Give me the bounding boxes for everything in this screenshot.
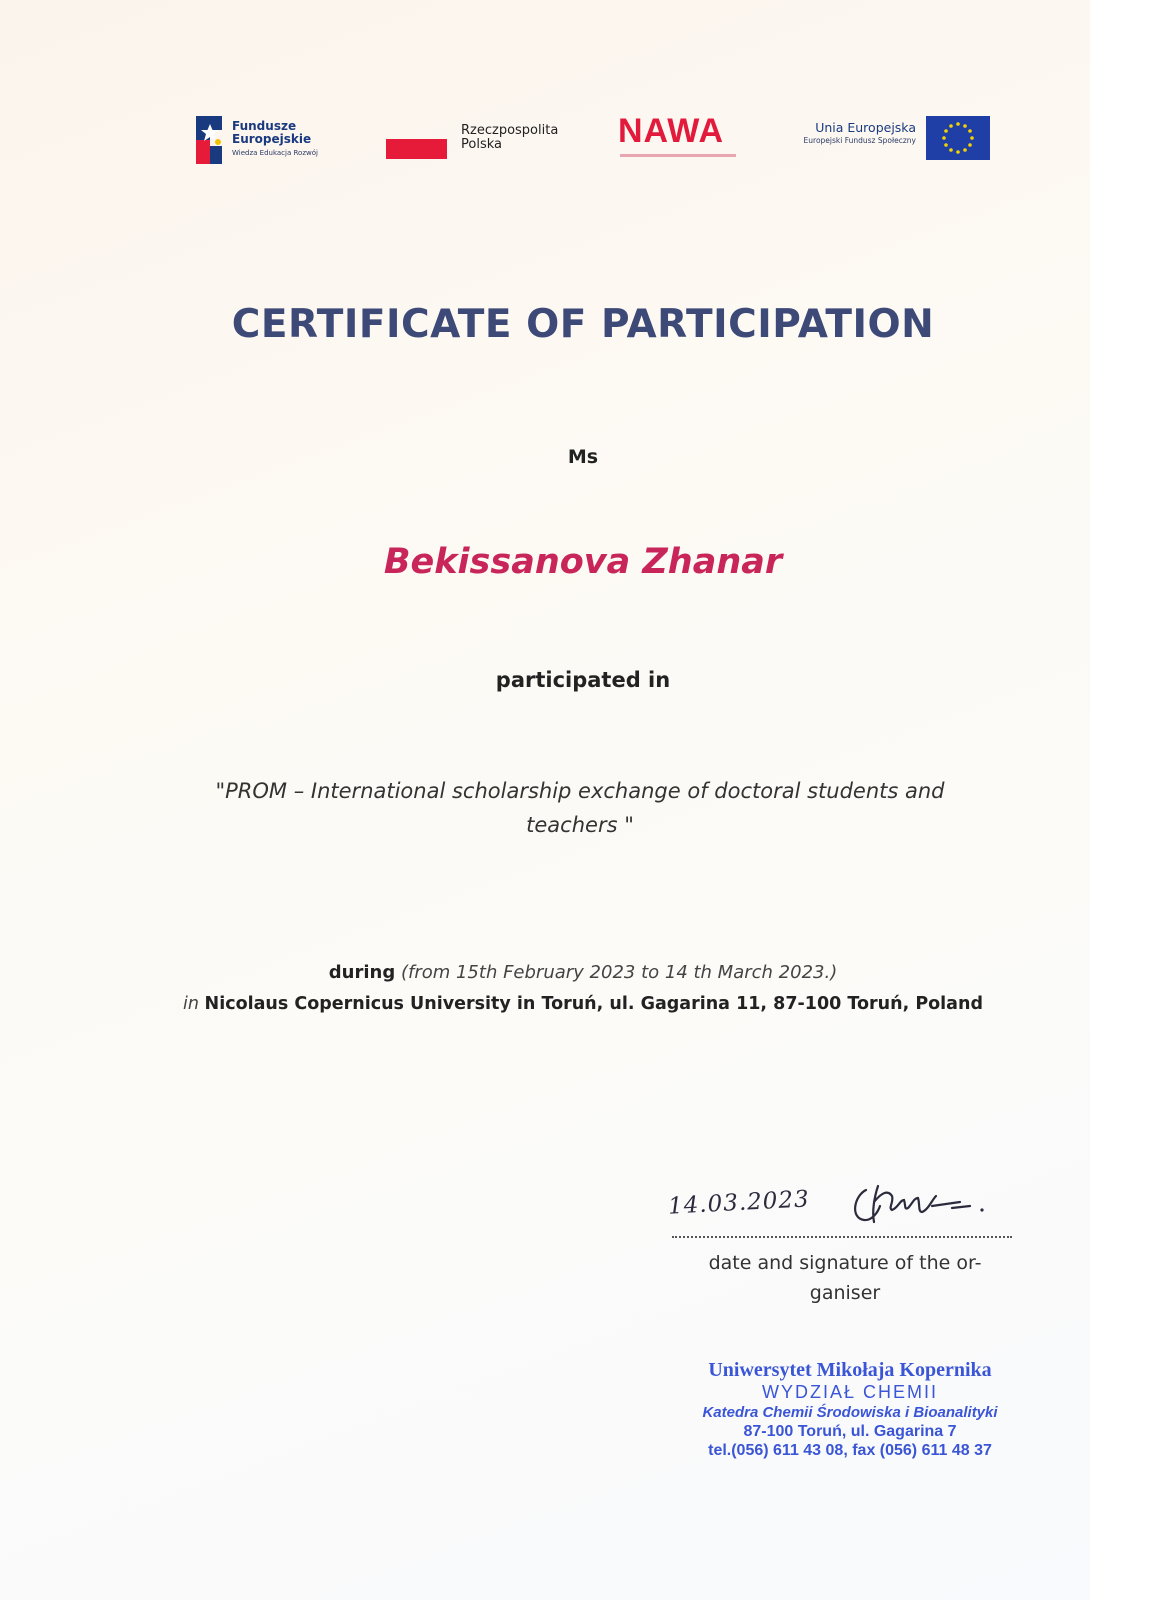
- stamp-line5: tel.(056) 611 43 08, fax (056) 611 48 37: [708, 1442, 992, 1459]
- certificate-title: CERTIFICATE OF PARTICIPATION: [231, 302, 935, 347]
- unia-europejska-logo: [778, 114, 993, 164]
- signature-line: [672, 1236, 1012, 1238]
- unia-line2: Europejski Fundusz Społeczny: [803, 136, 916, 145]
- fundusze-europejskie-logo: [196, 114, 346, 166]
- period-line: [0, 962, 1166, 983]
- nawa-wordmark: NAWA: [618, 112, 724, 150]
- handwritten-signature: [848, 1178, 998, 1228]
- stamp-line2: WYDZIAŁ CHEMII: [761, 1382, 938, 1402]
- location-text: Nicolaus Copernicus University in Toruń, ul. Gagarina 11, 87-100 Toruń, Poland: [204, 994, 983, 1014]
- stamp-line4: 87-100 Toruń, ul. Gagarina 7: [743, 1423, 957, 1440]
- signature-area: [668, 1178, 1008, 1238]
- nawa-subline: [620, 154, 736, 157]
- location-prefix: in: [183, 994, 199, 1014]
- handwritten-date: 14.03.2023: [667, 1186, 811, 1220]
- fundusze-tagline: Wiedza Edukacja Rozwój: [232, 149, 318, 157]
- programme-line2: teachers ": [526, 813, 634, 837]
- stamp-line1: Uniwersytet Mikołaja Kopernika: [708, 1359, 992, 1381]
- page-margin: [1090, 0, 1166, 1600]
- signature-caption-line1: date and signature of the or-: [708, 1252, 982, 1274]
- unia-line1: Unia Europejska: [815, 120, 916, 135]
- eu-flag-icon: [926, 116, 990, 160]
- rzeczpospolita-line2: Polska: [461, 137, 502, 152]
- nawa-logo: [618, 112, 738, 164]
- recipient-name: Bekissanova Zhanar: [383, 542, 783, 582]
- programme-name: [170, 774, 990, 842]
- rzeczpospolita-polska-logo: [386, 124, 586, 166]
- fundusze-europejskie-icon: [196, 116, 224, 164]
- participated-label: participated in: [495, 668, 671, 692]
- fundusze-line2: Europejskie: [232, 132, 312, 146]
- programme-line1: "PROM – International scholarship exchange of doctoral students and: [215, 779, 945, 803]
- during-label: during: [328, 962, 396, 983]
- location-line: [0, 994, 1166, 1014]
- rzeczpospolita-line1: Rzeczpospolita: [461, 123, 559, 138]
- stamp-line3: Katedra Chemii Środowiska i Bioanalityki: [702, 1404, 998, 1421]
- polish-flag-icon: [386, 139, 447, 159]
- during-period: (from 15th February 2023 to 14 th March 2023.): [400, 962, 838, 983]
- university-stamp: [680, 1358, 1020, 1461]
- fundusze-line1: Fundusze: [232, 119, 297, 133]
- signature-caption: [690, 1248, 1000, 1308]
- honorific: Ms: [567, 446, 599, 468]
- signature-caption-line2: ganiser: [809, 1282, 881, 1304]
